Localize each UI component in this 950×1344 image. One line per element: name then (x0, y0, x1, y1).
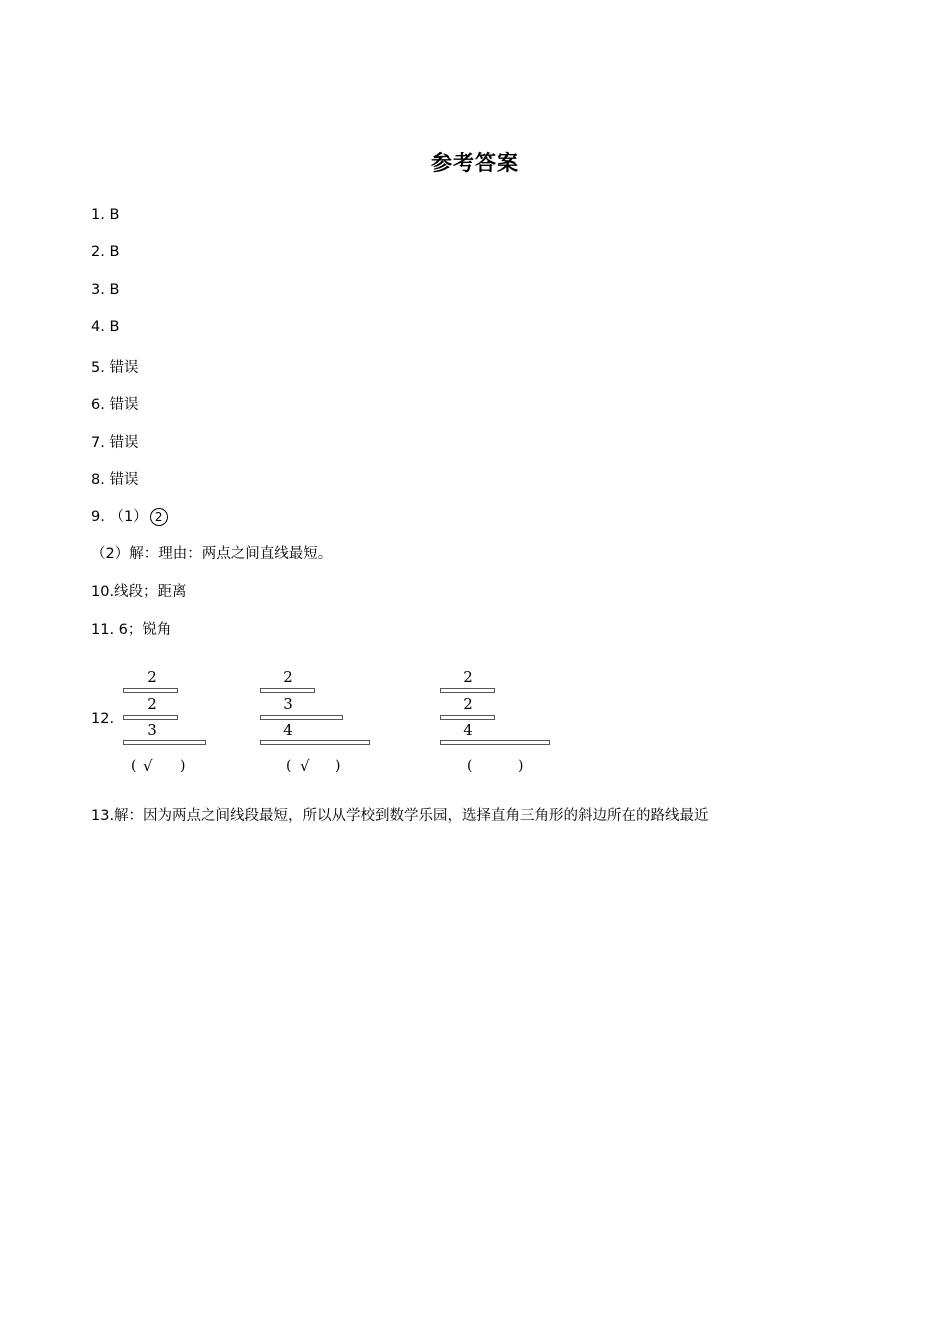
segment-length-label: 2 (463, 668, 473, 686)
answer-7: 7. 错误 (91, 435, 139, 451)
page-title: 参考答案 (431, 151, 519, 175)
answer-3: 3. B (91, 282, 120, 298)
segment-length-label: 3 (147, 721, 157, 739)
segment-length-label: 2 (463, 695, 473, 713)
answer-10: 10.线段；距离 (91, 584, 187, 600)
segment-figure-2 (260, 668, 390, 778)
close-paren: ) (180, 758, 186, 774)
segment-bar (260, 740, 370, 745)
check-mark: √ (143, 757, 153, 775)
segment-figure-1 (123, 668, 253, 778)
answer-12-label: 12. (91, 711, 115, 727)
answer-9-part2: （2）解：理由：两点之间直线最短。 (91, 546, 333, 562)
segment-length-label: 4 (283, 721, 293, 739)
check-mark: √ (300, 757, 310, 775)
answer-9-part1 (91, 505, 168, 526)
segment-length-label: 2 (283, 668, 293, 686)
segment-length-label: 2 (147, 695, 157, 713)
segment-bar (440, 740, 550, 745)
answer-11: 11. 6；锐角 (91, 622, 172, 638)
segment-bar (440, 715, 495, 720)
answer-5: 5. 错误 (91, 360, 139, 376)
circled-number: 2 (150, 508, 168, 526)
close-paren: ) (518, 758, 524, 774)
answer-13: 13.解：因为两点之间线段最短，所以从学校到数学乐园，选择直角三角形的斜边所在的路线最近 (91, 808, 709, 824)
answer-2: 2. B (91, 244, 120, 260)
answer-4: 4. B (91, 319, 120, 335)
segment-length-label: 2 (147, 668, 157, 686)
segment-bar (260, 715, 343, 720)
segment-length-label: 3 (283, 695, 293, 713)
answer-9-prefix: 9. （1） (91, 509, 148, 525)
answer-1: 1. B (91, 207, 120, 223)
segment-bar (123, 740, 206, 745)
segment-bar (260, 688, 315, 693)
segment-figure-3 (440, 668, 570, 778)
open-paren: ( (286, 758, 292, 774)
segment-bar (123, 715, 178, 720)
close-paren: ) (335, 758, 341, 774)
answer-8: 8. 错误 (91, 472, 139, 488)
open-paren: ( (467, 758, 473, 774)
answer-6: 6. 错误 (91, 397, 139, 413)
segment-length-label: 4 (463, 721, 473, 739)
segment-bar (440, 688, 495, 693)
segment-bar (123, 688, 178, 693)
open-paren: ( (131, 758, 137, 774)
